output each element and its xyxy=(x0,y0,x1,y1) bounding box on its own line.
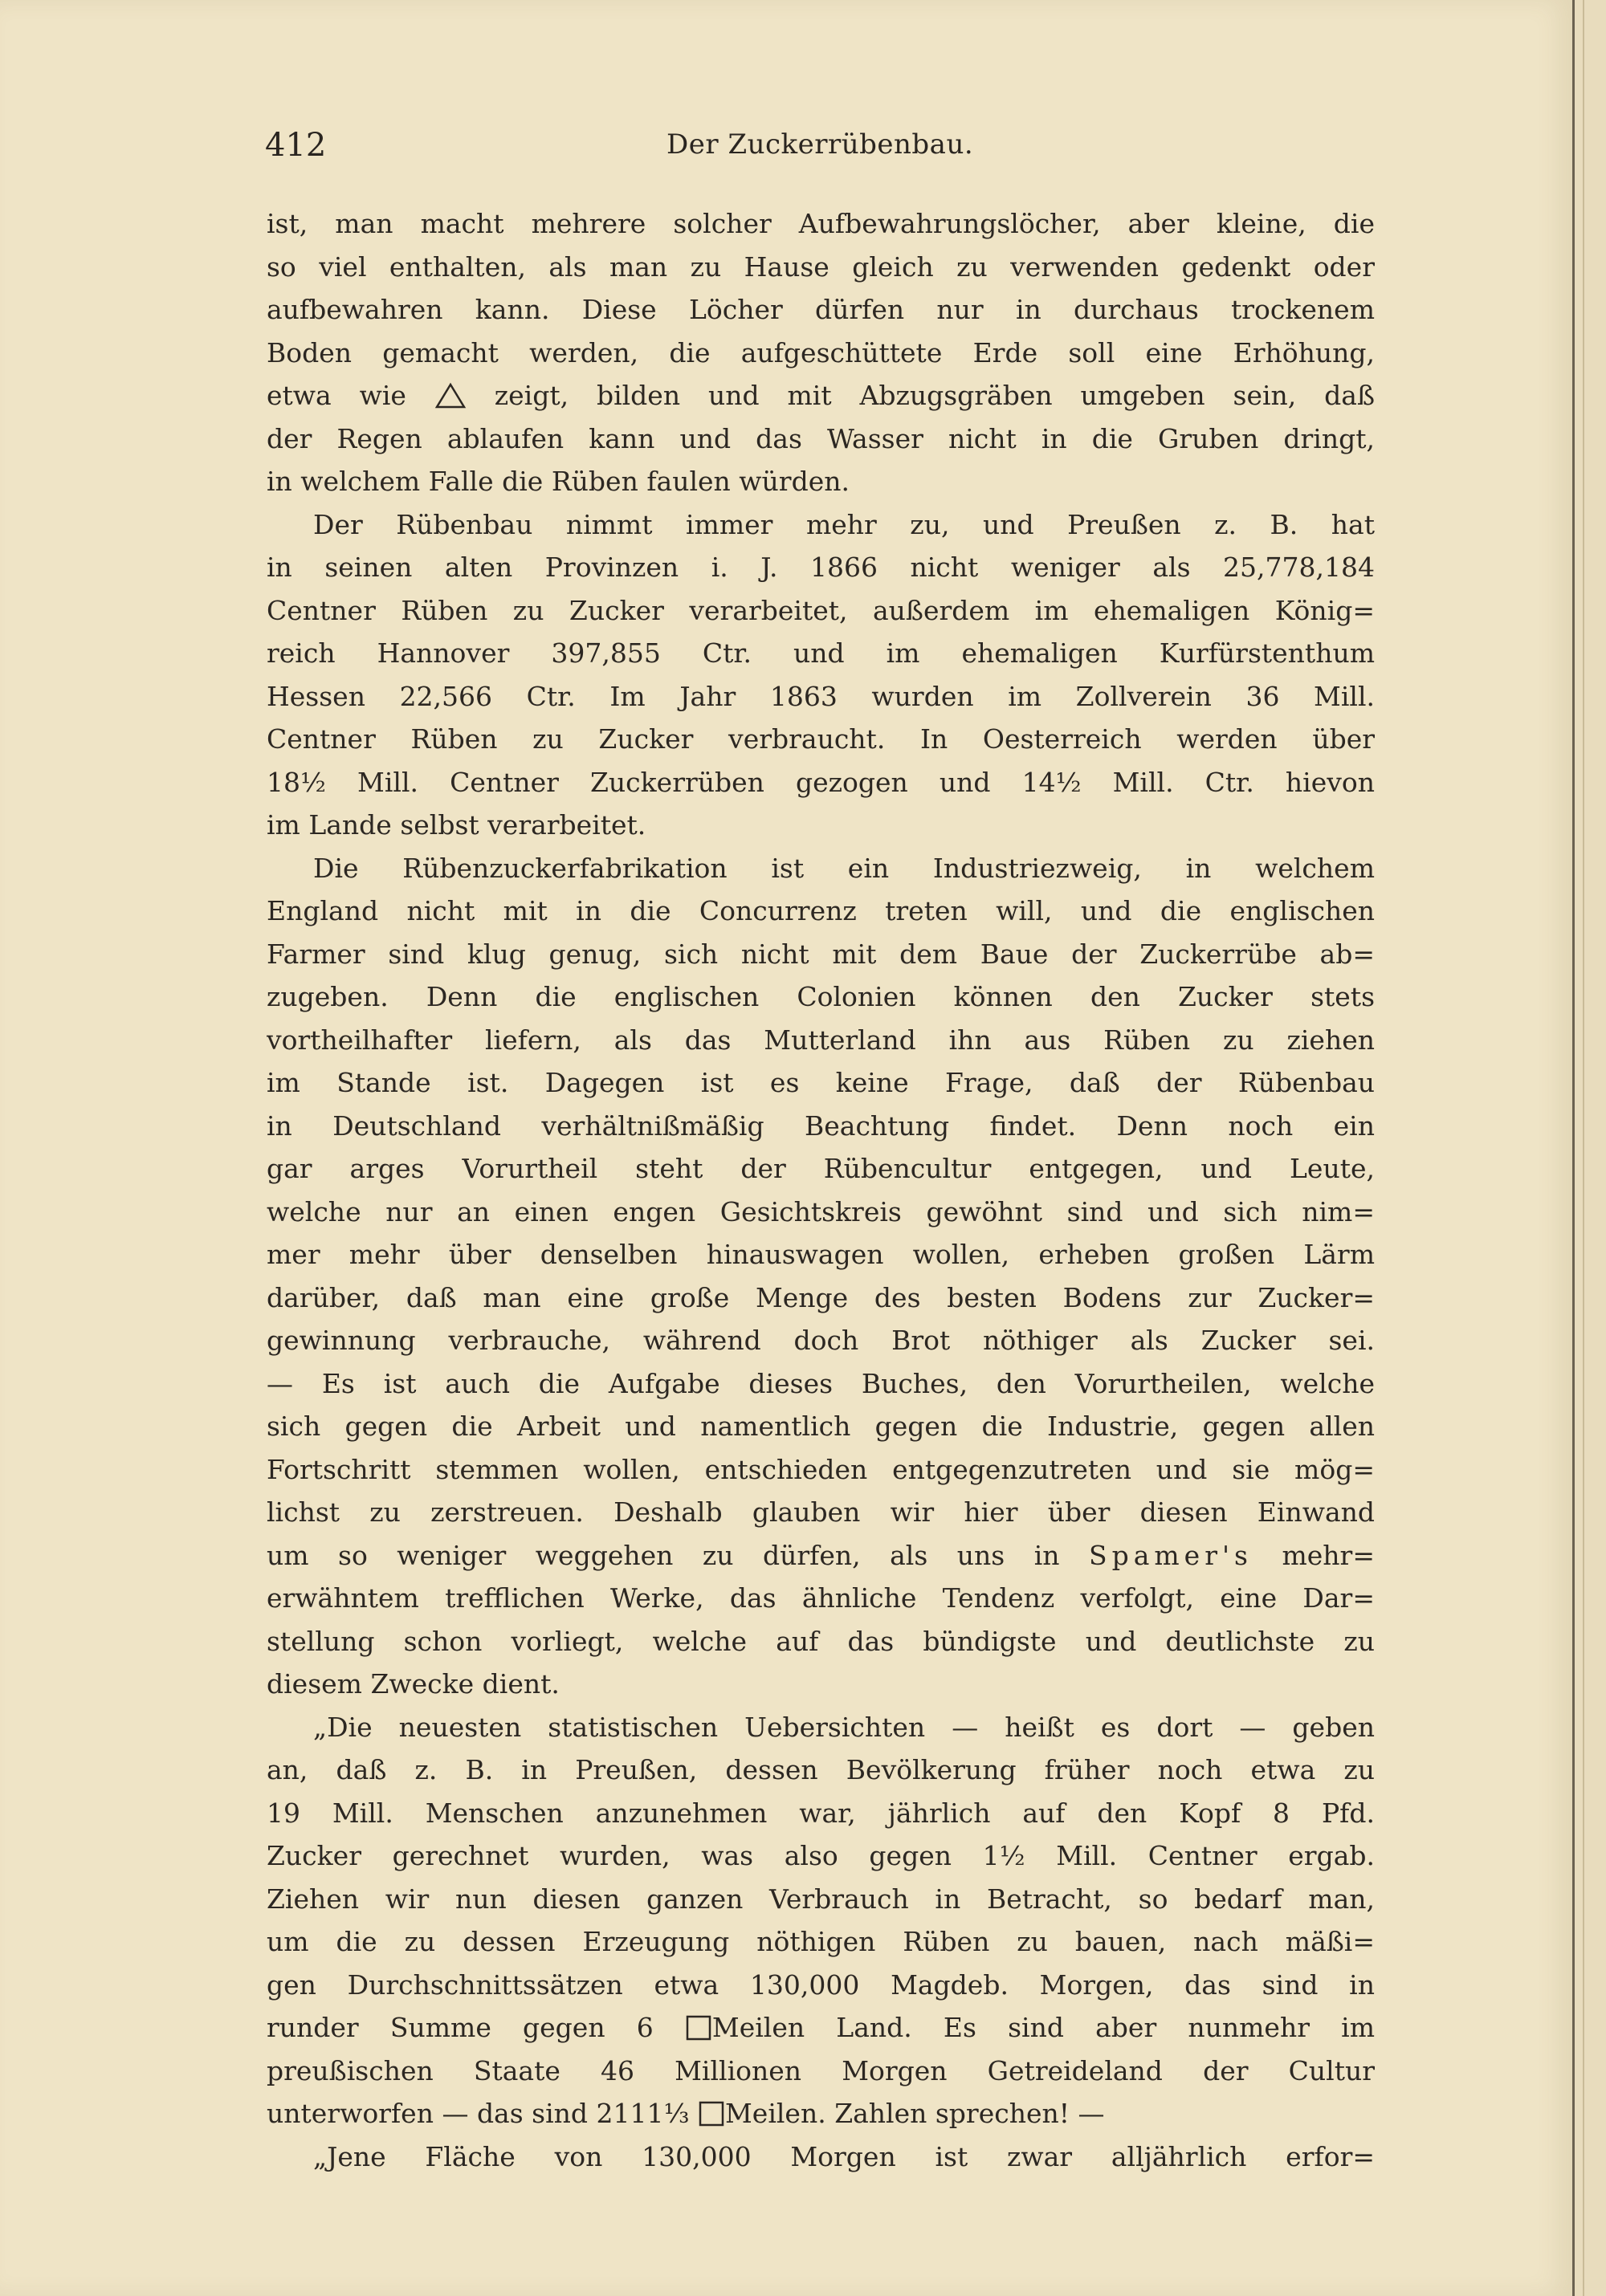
text-line: ist, man macht mehrere solcher Aufbewahrungslöcher, aber kleine, die xyxy=(267,208,1375,239)
text-line: gar arges Vorurtheil steht der Rübencultur entgegen, und Leute, xyxy=(267,1153,1375,1184)
text-line: Fortschritt stemmen wollen, entschieden entgegenzutreten und sie mög= xyxy=(267,1453,1375,1485)
text-fragment: Meilen Land. Es sind aber nunmehr im xyxy=(711,2012,1375,2043)
text-line xyxy=(267,1534,1375,1577)
text-line: lichst zu zerstreuen. Deshalb glauben wir hier über diesen Einwand xyxy=(267,1496,1375,1528)
text-line: „Die neuesten statistischen Uebersichten — heißt es dort — geben xyxy=(313,1711,1375,1743)
text-line: mer mehr über denselben hinauswagen wollen, erheben großen Lärm xyxy=(267,1239,1375,1270)
text-fragment: runder Summe gegen 6 xyxy=(267,2012,654,2043)
text-fragment: Meilen. Zahlen sprechen! — xyxy=(725,2098,1105,2129)
text-line: reich Hannover 397,855 Ctr. und im ehemaligen Kurfürstenthum xyxy=(267,637,1375,669)
text-line: Boden gemacht werden, die aufgeschüttete Erde soll eine Erhöhung, xyxy=(267,336,1375,368)
author-name: Spamer's xyxy=(1088,1539,1253,1571)
body-text xyxy=(267,202,1375,2178)
text-line: England nicht mit in die Concurrenz treten will, und die englischen xyxy=(267,895,1375,926)
text-line: „Jene Fläche von 130,000 Morgen ist zwar alljährlich erfor= xyxy=(313,2140,1375,2172)
text-fragment: um so weniger weggehen zu dürfen, als uns in xyxy=(267,1539,1060,1571)
text-line: preußischen Staate 46 Millionen Morgen Getreideland der Cultur xyxy=(267,2054,1375,2086)
text-line: Die Rübenzuckerfabrikation ist ein Industriezweig, in welchem xyxy=(313,852,1375,884)
text-line: Hessen 22,566 Ctr. Im Jahr 1863 wurden im Zollverein 36 Mill. xyxy=(267,680,1375,712)
text-line: aufbewahren kann. Diese Löcher dürfen nur in durchaus trockenem xyxy=(267,294,1375,325)
text-line: diesem Zwecke dient. xyxy=(267,1668,560,1700)
text-line: 18½ Mill. Centner Zuckerrüben gezogen und 14½ Mill. Ctr. hievon xyxy=(267,766,1375,798)
running-head: Der Zuckerrübenbau. xyxy=(666,128,974,161)
text-line: Centner Rüben zu Zucker verbraucht. In Oesterreich werden über xyxy=(267,723,1375,755)
text-line: Ziehen wir nun diesen ganzen Verbrauch in Betracht, so bedarf man, xyxy=(267,1883,1375,1915)
text-line xyxy=(267,374,1375,417)
text-line: der Regen ablaufen kann und das Wasser nicht in die Gruben dringt, xyxy=(267,422,1375,454)
text-line: Farmer sind klug genug, sich nicht mit dem Baue der Zuckerrübe ab= xyxy=(267,938,1375,970)
text-line: zugeben. Denn die englischen Colonien können den Zucker stets xyxy=(267,981,1375,1012)
text-line: Der Rübenbau nimmt immer mehr zu, und Preußen z. B. hat xyxy=(313,508,1375,540)
text-line: gewinnung verbrauche, während doch Brot nöthiger als Zucker sei. xyxy=(267,1325,1375,1356)
text-line: 19 Mill. Menschen anzunehmen war, jährlich auf den Kopf 8 Pfd. xyxy=(267,1797,1375,1829)
text-line: so viel enthalten, als man zu Hause gleich zu verwenden gedenkt oder xyxy=(267,250,1375,283)
text-fragment: etwa wie xyxy=(267,380,406,411)
text-line: stellung schon vorliegt, welche auf das bündigste und deutlichste zu xyxy=(267,1625,1375,1657)
triangle-icon xyxy=(434,382,467,409)
page-number: 412 xyxy=(265,127,327,164)
text-line: gen Durchschnittssätzen etwa 130,000 Magdeb. Morgen, das sind in xyxy=(267,1968,1375,2001)
text-line: darüber, daß man eine große Menge des besten Bodens zur Zucker= xyxy=(267,1281,1375,1313)
text-line: sich gegen die Arbeit und namentlich gegen die Industrie, gegen allen xyxy=(267,1411,1375,1442)
text-line xyxy=(267,2092,1375,2135)
text-fragment: unterworfen — das sind 2111⅓ xyxy=(267,2098,690,2129)
square-mile-icon xyxy=(685,2014,712,2042)
text-line: in Deutschland verhältnißmäßig Beachtung findet. Denn noch ein xyxy=(267,1109,1375,1142)
text-line: in welchem Falle die Rüben faulen würden. xyxy=(267,466,850,497)
text-line: Zucker gerechnet wurden, was also gegen 1½ Mill. Centner ergab. xyxy=(267,1840,1375,1871)
page-header xyxy=(265,127,1373,175)
text-line: — Es ist auch die Aufgabe dieses Buches, den Vorurtheilen, welche xyxy=(267,1367,1375,1399)
text-line: Centner Rüben zu Zucker verarbeitet, außerdem im ehemaligen König= xyxy=(267,594,1375,626)
text-fragment: mehr= xyxy=(1282,1539,1375,1571)
text-line: im Stande ist. Dagegen ist es keine Frage, daß der Rübenbau xyxy=(267,1067,1375,1098)
text-line: in seinen alten Provinzen i. J. 1866 nicht weniger als 25,778,184 xyxy=(267,552,1375,583)
text-line: welche nur an einen engen Gesichtskreis gewöhnt sind und sich nim= xyxy=(267,1195,1375,1227)
page-edge xyxy=(1572,0,1606,2296)
text-line: im Lande selbst verarbeitet. xyxy=(267,809,646,841)
text-line: um die zu dessen Erzeugung nöthigen Rüben zu bauen, nach mäßi= xyxy=(267,1926,1375,1957)
text-line: vortheilhafter liefern, als das Mutterland ihn aus Rüben zu ziehen xyxy=(267,1024,1375,1056)
text-fragment: zeigt, bilden und mit Abzugsgräben umgeben sein, daß xyxy=(494,380,1375,411)
text-line: an, daß z. B. in Preußen, dessen Bevölkerung früher noch etwa zu xyxy=(267,1754,1375,1785)
text-line xyxy=(267,2006,1375,2050)
text-line: erwähntem trefflichen Werke, das ähnliche Tendenz verfolgt, eine Dar= xyxy=(267,1582,1375,1614)
square-mile-icon xyxy=(698,2100,725,2127)
